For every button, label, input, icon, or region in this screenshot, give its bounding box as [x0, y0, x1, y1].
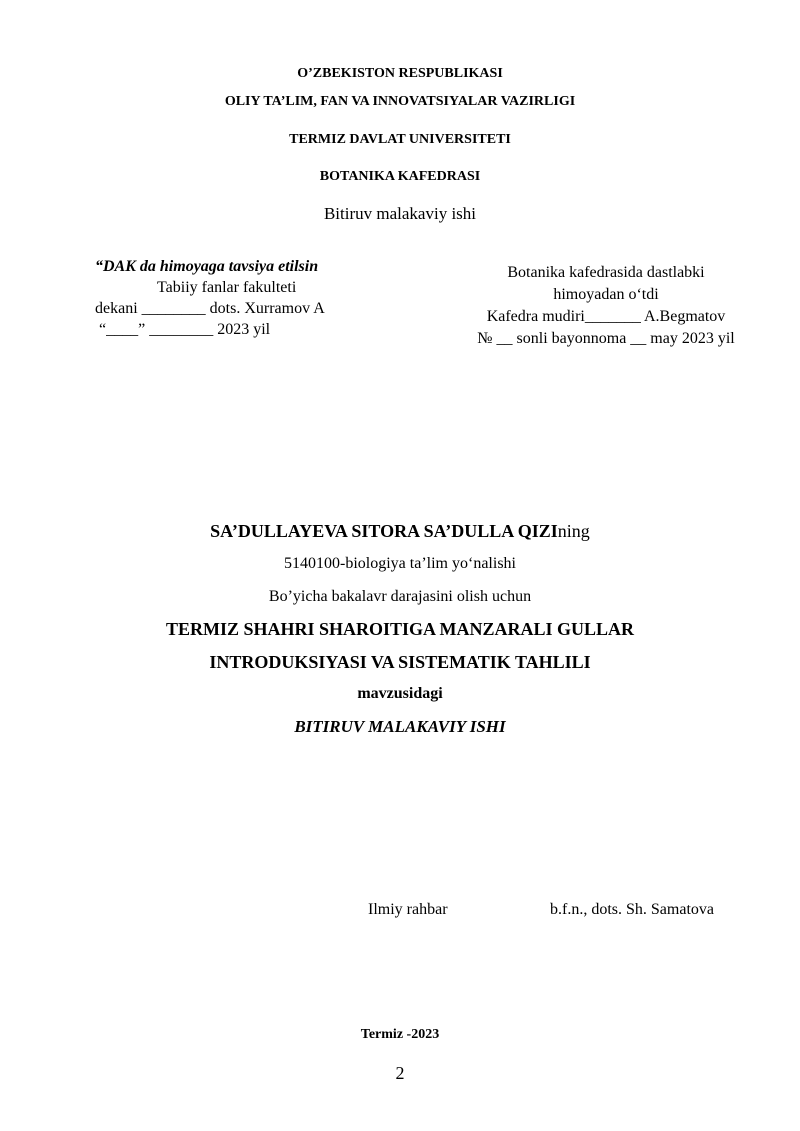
- defended-line: himoyadan o‘tdi: [553, 286, 659, 303]
- department-head-line: Kafedra mudiri_______ A.Begmatov: [486, 308, 726, 325]
- supervisor-name: b.f.n., dots. Sh. Samatova: [550, 901, 714, 918]
- university-heading: TERMIZ DAVLAT UNIVERSITETI: [289, 132, 511, 147]
- faculty-line: Tabiiy fanlar fakulteti: [157, 279, 297, 296]
- approval-title: “DAK da himoyaga tavsiya etilsin: [95, 258, 319, 275]
- approval-date-line: “____” ________ 2023 yil: [99, 321, 271, 338]
- work-type-title: BITIRUV MALAKAVIY ISHI: [294, 717, 506, 736]
- left-approval-block: [95, 256, 395, 340]
- student-name-suffix: ning: [557, 521, 590, 541]
- country-heading: O’ZBEKISTON RESPUBLIKASI: [297, 66, 503, 81]
- page-number: 2: [395, 1063, 405, 1083]
- topic-suffix: mavzusidagi: [357, 685, 443, 702]
- document-type-label: Bitiruv malakaviy ishi: [323, 204, 477, 223]
- student-name-line: [0, 521, 800, 542]
- topic-line-2: INTRODUKSIYASI VA SISTEMATIK TAHLILI: [209, 652, 591, 672]
- supervisor-label: Ilmiy rahbar: [368, 901, 448, 918]
- study-direction: 5140100-biologiya ta’lim yo‘nalishi: [284, 555, 516, 572]
- department-heading: BOTANIKA KAFEDRASI: [319, 169, 481, 184]
- city-year: Termiz -2023: [360, 1027, 440, 1042]
- protocol-line: № __ sonli bayonnoma __ may 2023 yil: [477, 330, 735, 347]
- topic-line-1: TERMIZ SHAHRI SHAROITIGA MANZARALI GULLAR: [165, 619, 635, 639]
- ministry-heading: OLIY TA’LIM, FAN VA INNOVATSIYALAR VAZIRLIGI: [224, 94, 576, 109]
- student-name: SA’DULLAYEVA SITORA SA’DULLA QIZI: [210, 521, 558, 541]
- dean-line: dekani ________ dots. Xurramov A: [95, 300, 325, 317]
- pre-defense-line: Botanika kafedrasida dastlabki: [507, 264, 705, 281]
- right-approval-block: [448, 262, 764, 350]
- degree-purpose: Bo’yicha bakalavr darajasini olish uchun: [268, 588, 532, 605]
